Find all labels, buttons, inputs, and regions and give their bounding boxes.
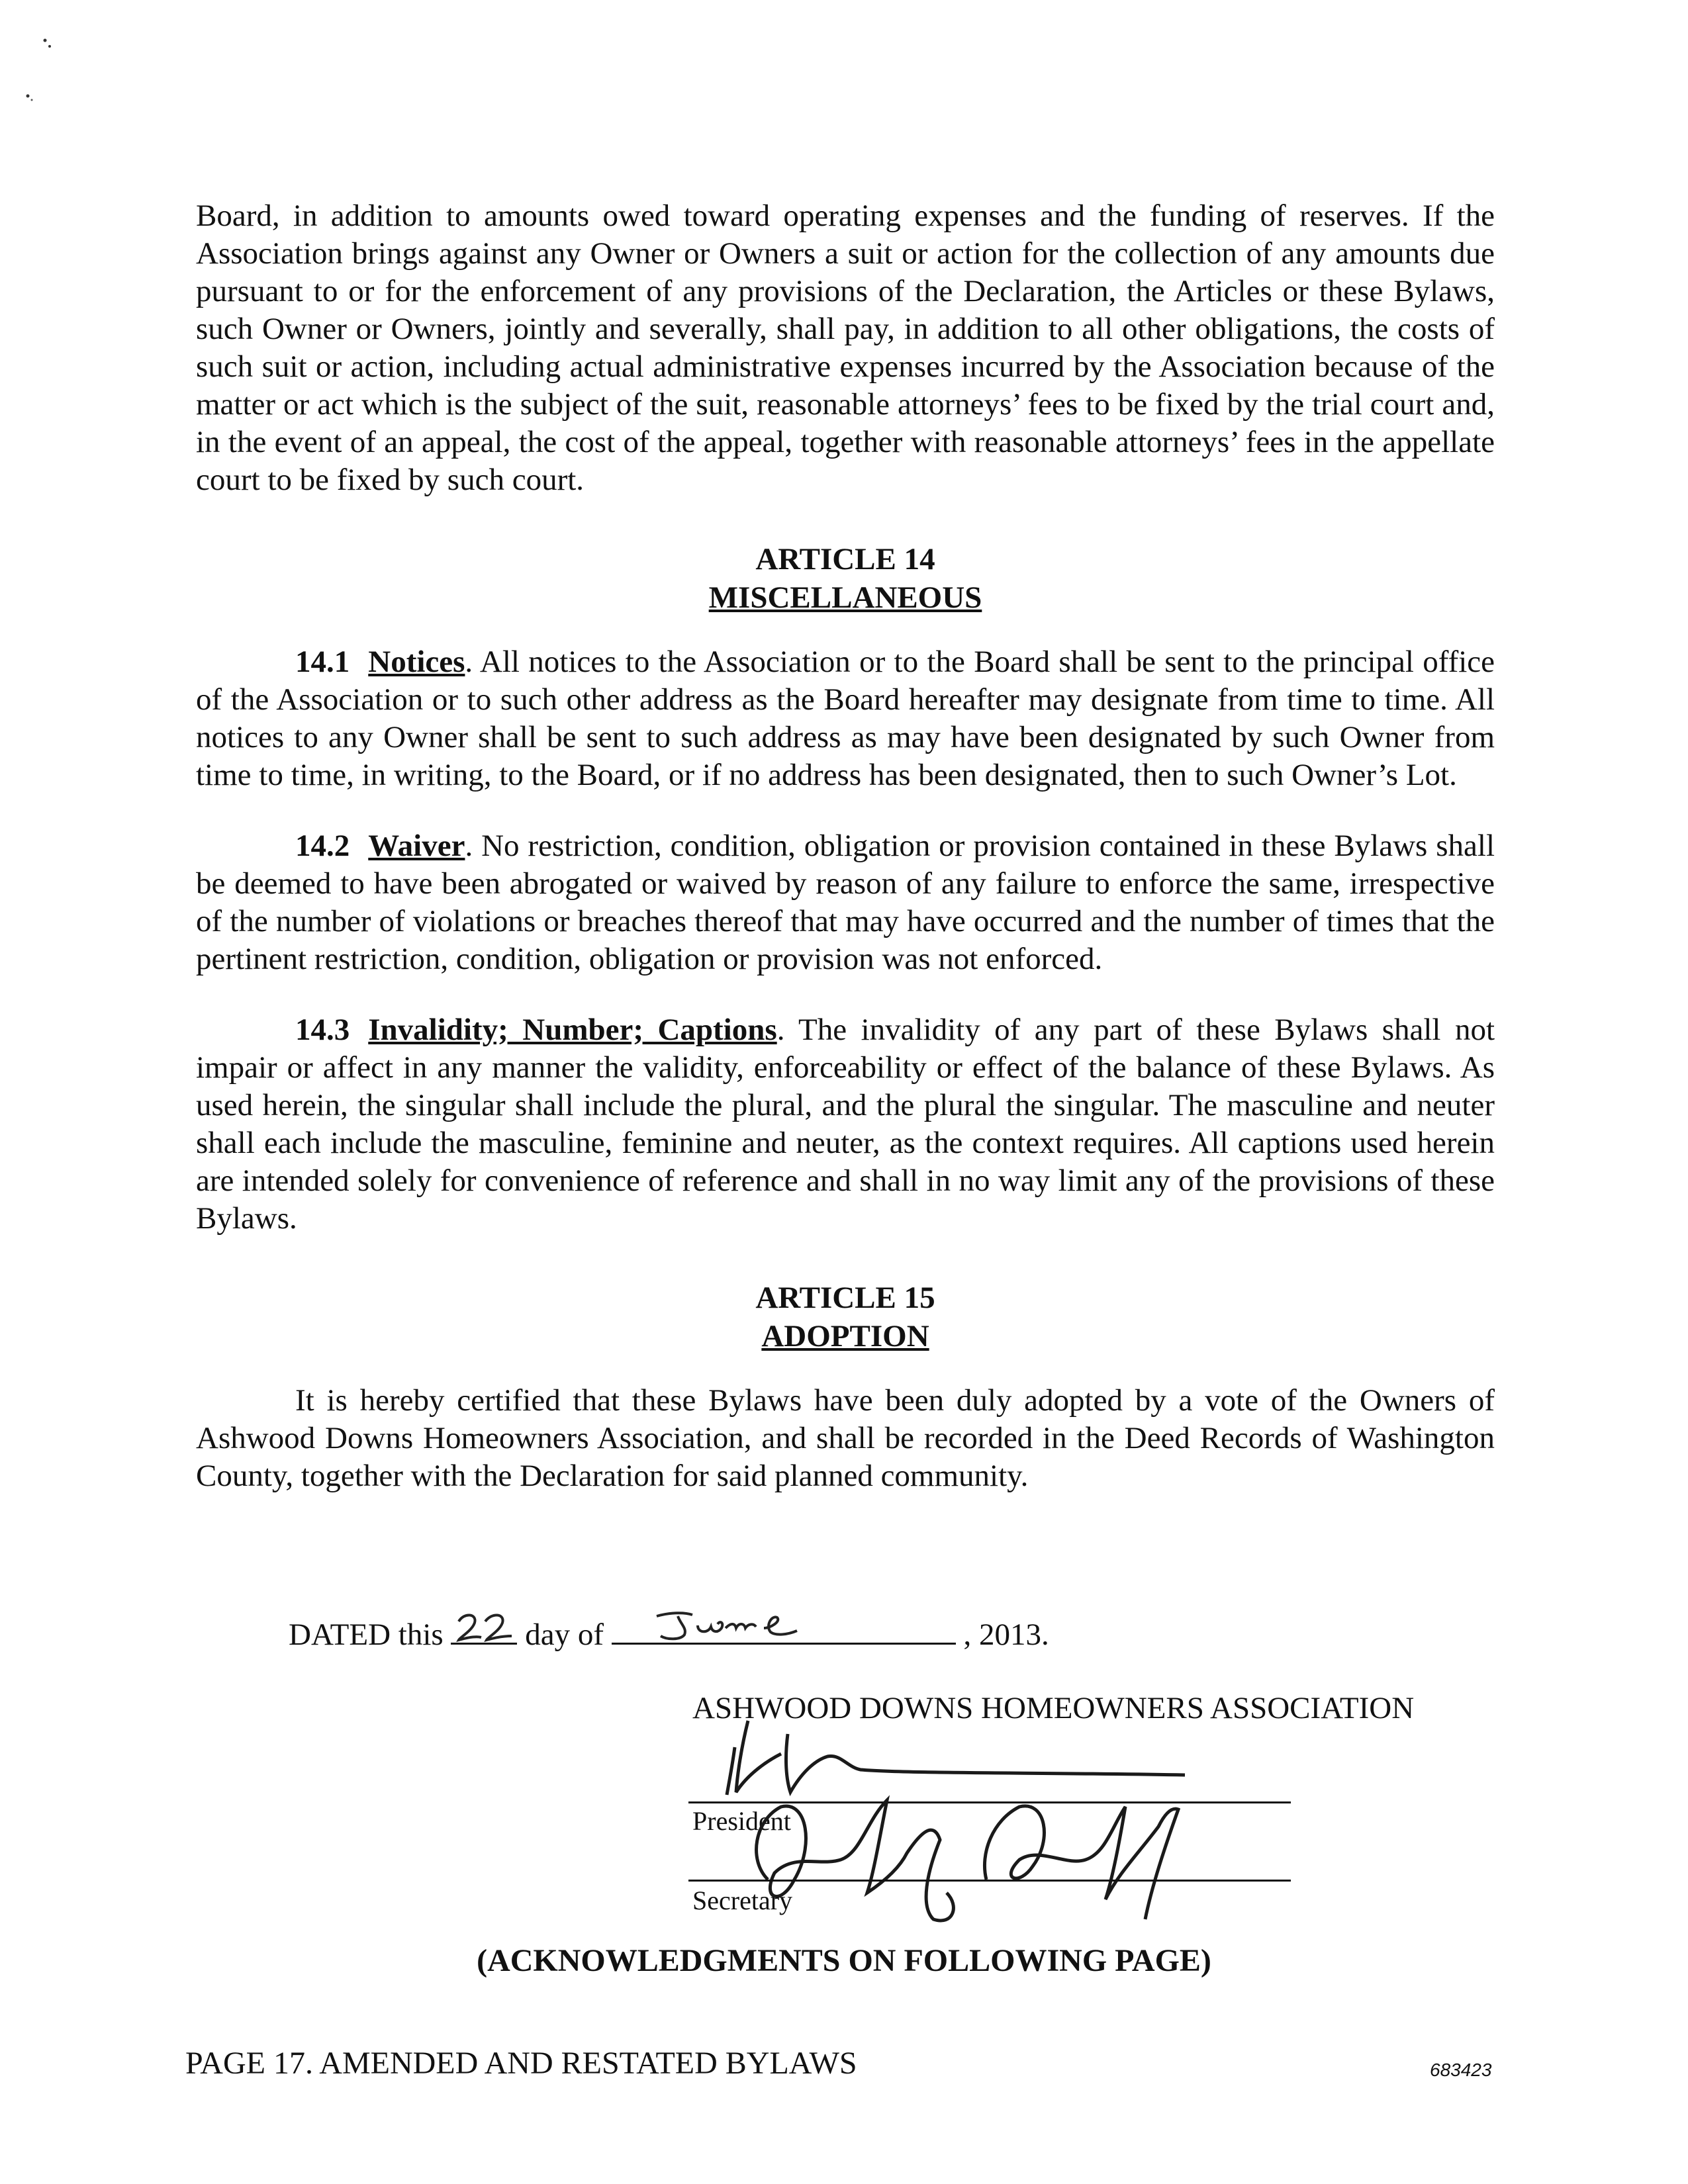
dated-day-blank — [451, 1614, 517, 1645]
carryover-paragraph: Board, in addition to amounts owed toward operating expenses and the funding of reserves. If the Association brings against any Owner or Owners a suit or action for the collection of any amounts due pursuant to or for the enforcement of any provisions of the Declaration, the Articles or these Bylaws, such Owner or Owners, jointly and severally, shall pay, in addition to all other obligations, the costs of such suit or action, including actual administrative expenses incurred by the Association because of the matter or act which is the subject of the suit, reasonable attorneys’ fees to be fixed by the trial court and, in the event of an appeal, the cost of the appeal, together with reasonable attorneys’ fees in the appellate court to be fixed by such court. — [196, 199, 1495, 497]
section-14-2-number: 14.2 — [295, 829, 350, 863]
dated-suffix: , 2013. — [963, 1617, 1049, 1652]
section-14-3 — [196, 1011, 1495, 1238]
section-14-2 — [196, 827, 1495, 978]
section-14-1-number: 14.1 — [295, 645, 350, 679]
acknowledgments-note: (ACKNOWLEDGMENTS ON FOLLOWING PAGE) — [477, 1943, 1211, 1978]
dated-prefix: DATED this — [289, 1617, 444, 1652]
association-name: ASHWOOD DOWNS HOMEOWNERS ASSOCIATION — [692, 1691, 1415, 1725]
handwritten-month — [651, 1608, 804, 1645]
handwritten-day — [455, 1610, 514, 1644]
page-footer: PAGE 17. AMENDED AND RESTATED BYLAWS — [185, 2046, 857, 2081]
section-14-1 — [196, 643, 1495, 794]
scan-specks — [20, 36, 60, 116]
section-14-1-text: . All notices to the Association or to the Board shall be sent to the principal office of the Association or to such other address as the Board hereafter may designate from time to time. All notices to any Owner shall be sent to such address as may have been designated by such Owner from time to time, in writing, to the Board, or if no address has been designated, then to such Owner’s Lot. — [196, 645, 1495, 792]
article-14-title: ARTICLE 14 — [755, 542, 935, 576]
article-14-heading — [196, 540, 1495, 617]
document-body — [196, 197, 1495, 1495]
section-14-3-number: 14.3 — [295, 1013, 350, 1047]
secretary-label: Secretary — [692, 1886, 793, 1915]
article-15-heading — [196, 1279, 1495, 1355]
dated-line — [289, 1614, 1049, 1654]
section-14-1-caption: Notices — [368, 645, 465, 679]
section-14-2-caption: Waiver — [368, 829, 465, 863]
president-label: President — [692, 1806, 791, 1836]
document-id: 683423 — [1430, 2060, 1492, 2080]
article-14-subtitle: MISCELLANEOUS — [708, 580, 982, 615]
dated-month-blank — [612, 1614, 956, 1645]
dated-middle: day of — [525, 1617, 604, 1652]
section-14-3-text: . The invalidity of any part of these Bylaws shall not impair or affect in any manner the validity, enforceability or effect of the balance of these Bylaws. As used herein, the singular shall include the plural, and the plural the singular. The masculine and neuter shall each include the masculine, feminine and neuter, as the context requires. All captions used herein are intended solely for convenience of reference and shall in no way limit any of the provisions of these Bylaws. — [196, 1013, 1495, 1236]
article-15-text: It is hereby certified that these Bylaws have been duly adopted by a vote of the Owners of Ashwood Downs Homeowners Association, and shall be recorded in the Deed Records of Washington County, together with the Declaration for said planned community. — [196, 1383, 1495, 1493]
secretary-signature-line — [688, 1880, 1291, 1882]
article-15-subtitle: ADOPTION — [761, 1319, 929, 1353]
section-14-3-caption: Invalidity; Number; Captions — [368, 1013, 777, 1047]
section-14-2-text: . No restriction, condition, obligation or provision contained in these Bylaws shall be deemed to have been abrogated or waived by reason of any failure to enforce the same, irrespective of the number of violations or breaches thereof that may have occurred and the number of times that the pertinent restriction, condition, obligation or provision was not enforced. — [196, 829, 1495, 976]
article-15-title: ARTICLE 15 — [755, 1281, 935, 1315]
